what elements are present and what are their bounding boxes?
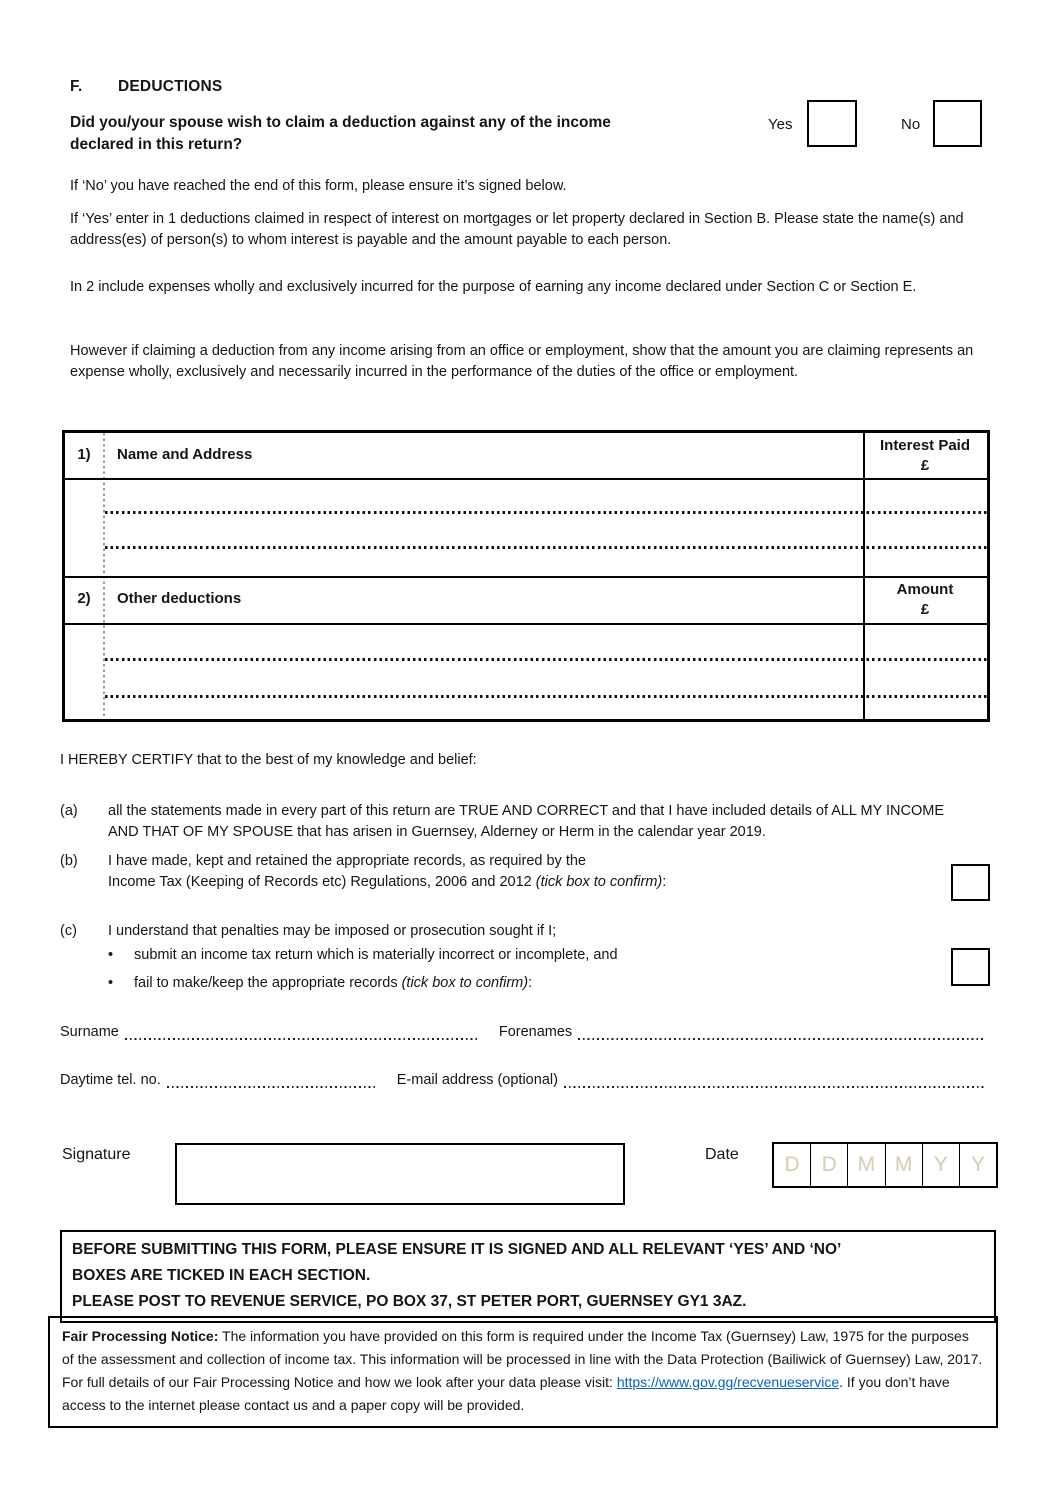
deduction-question (70, 112, 750, 156)
certify-c-label: (c) (60, 923, 77, 939)
instruction-if-yes: If ‘Yes’ enter in 1 deductions claimed in respect of interest on mortgages or let property declared in Section B. Please state the name(s) and address(es) of person(s) to whom interest is payable and the amount payable to each person. (70, 211, 964, 248)
bullet-icon: • (108, 947, 114, 963)
date-label: Date (705, 1146, 739, 1163)
row1-write-line-1[interactable] (105, 511, 987, 514)
row1-write-line-2[interactable] (105, 546, 987, 549)
fpn-title: Fair Processing Notice: (62, 1328, 219, 1344)
table-hline-1 (65, 478, 987, 480)
amount-currency: £ (920, 601, 930, 618)
table-hline-2 (65, 576, 987, 578)
section-letter: F. (70, 78, 83, 95)
table-row1-header: Name and Address (117, 446, 253, 463)
email-label: E-mail address (optional) (396, 1072, 558, 1088)
tick-box-to-confirm-note: (tick box to confirm) (401, 975, 529, 991)
row2-write-line-1[interactable] (105, 658, 987, 661)
certify-c-bullet2-text: fail to make/keep the appropriate records (tick box to confirm): (134, 975, 533, 991)
interest-paid-label: Interest Paid (879, 437, 971, 454)
date-cell-day2[interactable]: D (810, 1144, 847, 1186)
certify-b-line2: Income Tax (Keeping of Records etc) Regulations, 2006 and 2012 (tick box to confirm): (108, 873, 667, 890)
instruction-however: However if claiming a deduction from any income arising from an office or employment, show that the amount you are claiming represents an expense wholly, exclusively and necessarily incurred in the performance of the duties of the office or employment. (70, 343, 974, 380)
surname-field[interactable] (125, 1025, 477, 1040)
certify-c-bullet1-text: submit an income tax return which is materially incorrect or incomplete, and (134, 947, 618, 963)
fpn-link[interactable]: https://www.gov.gg/recvenueservice (616, 1374, 840, 1390)
tick-box-to-confirm-note: (tick box to confirm) (535, 873, 663, 890)
surname-label: Surname (60, 1024, 119, 1040)
row2-write-line-2[interactable] (105, 695, 987, 698)
date-cell-year2[interactable]: Y (959, 1144, 996, 1186)
signature-label: Signature (62, 1146, 131, 1163)
tel-email-row (60, 1070, 990, 1090)
certify-b-line1: I have made, kept and retained the appropriate records, as required by the (108, 853, 586, 869)
certify-c-text: I understand that penalties may be imposed or prosecution sought if I; (108, 923, 557, 939)
notice-line1: BEFORE SUBMITTING THIS FORM, PLEASE ENSURE IT IS SIGNED AND ALL RELEVANT ‘YES’ AND ‘NO’ (72, 1241, 842, 1258)
instruction-in-2: In 2 include expenses wholly and exclusively incurred for the purpose of earning any income declared under Section C or Section E. (70, 279, 917, 295)
certify-item-b (60, 851, 940, 892)
daytime-tel-field[interactable] (167, 1073, 375, 1088)
certify-item-a (60, 801, 975, 842)
certify-intro: I HEREBY CERTIFY that to the best of my knowledge and belief: (60, 752, 477, 768)
table-row2-number: 2) (77, 590, 91, 607)
date-cell-year1[interactable]: Y (922, 1144, 959, 1186)
amount-label: Amount (896, 581, 954, 598)
date-grid (772, 1142, 998, 1188)
certify-b-text (108, 851, 940, 892)
interest-paid-currency: £ (920, 457, 930, 474)
instruction-if-no: If ‘No’ you have reached the end of this form, please ensure it’s signed below. (70, 178, 567, 194)
records-confirm-checkbox[interactable] (951, 864, 990, 901)
section-title: DEDUCTIONS (118, 78, 223, 95)
table-row1-amount-header (863, 436, 987, 476)
deduction-question-line1: Did you/your spouse wish to claim a deduction against any of the income (70, 114, 611, 131)
forenames-field[interactable] (578, 1025, 986, 1040)
certify-b-label: (b) (60, 853, 78, 869)
forenames-label: Forenames (498, 1024, 573, 1040)
section-heading (70, 78, 222, 96)
signature-box[interactable] (175, 1143, 625, 1205)
email-field[interactable] (564, 1073, 986, 1088)
yes-checkbox[interactable] (807, 100, 857, 147)
notice-line2: BOXES ARE TICKED IN EACH SECTION. (72, 1267, 371, 1284)
certify-a-label: (a) (60, 803, 78, 819)
deduction-question-line2: declared in this return? (70, 136, 243, 153)
daytime-tel-label: Daytime tel. no. (60, 1072, 161, 1088)
date-cell-day1[interactable]: D (784, 1153, 800, 1176)
bullet-icon: • (108, 975, 114, 991)
fpn-text-2: . If you don’t have access to the internet please contact us and a paper copy will be provided. (62, 1374, 950, 1413)
certify-c-bullet-1 (108, 945, 938, 966)
fpn-text-1: The information you have provided on this form is required under the Income Tax (Guernsey) Law, 1975 for the purposes of the assessment and collection of income tax. This information will be processed in line with the Data Protection (Bailiwick of Guernsey) Law, 2017. For full details of our Fair Processing Notice and how we look after your data please visit: (62, 1328, 983, 1390)
table-row1-number: 1) (77, 446, 91, 463)
date-cell-month1[interactable]: M (847, 1144, 884, 1186)
no-checkbox[interactable] (933, 100, 982, 147)
table-hline-3 (65, 623, 987, 625)
certify-item-c (60, 921, 940, 942)
table-row2-amount-header (863, 580, 987, 620)
date-cell-month2[interactable]: M (885, 1144, 922, 1186)
surname-forenames-row (60, 1022, 990, 1042)
table-row2-header: Other deductions (117, 590, 242, 607)
certify-a-text: all the statements made in every part of this return are TRUE AND CORRECT and that I have included details of ALL MY INCOME AND THAT OF MY SPOUSE that has arisen in Guernsey, Alderney or Herm in the calendar year 2019. (108, 803, 945, 840)
submission-notice-box (60, 1230, 996, 1323)
notice-line3: PLEASE POST TO REVENUE SERVICE, PO BOX 37, ST PETER PORT, GUERNSEY GY1 3AZ. (72, 1293, 747, 1310)
certify-c-bullet-2 (108, 973, 938, 994)
deductions-table (62, 430, 990, 722)
penalties-confirm-checkbox[interactable] (951, 948, 990, 986)
no-label: No (901, 116, 921, 133)
fair-processing-notice-box (48, 1316, 998, 1428)
yes-label: Yes (768, 116, 793, 133)
